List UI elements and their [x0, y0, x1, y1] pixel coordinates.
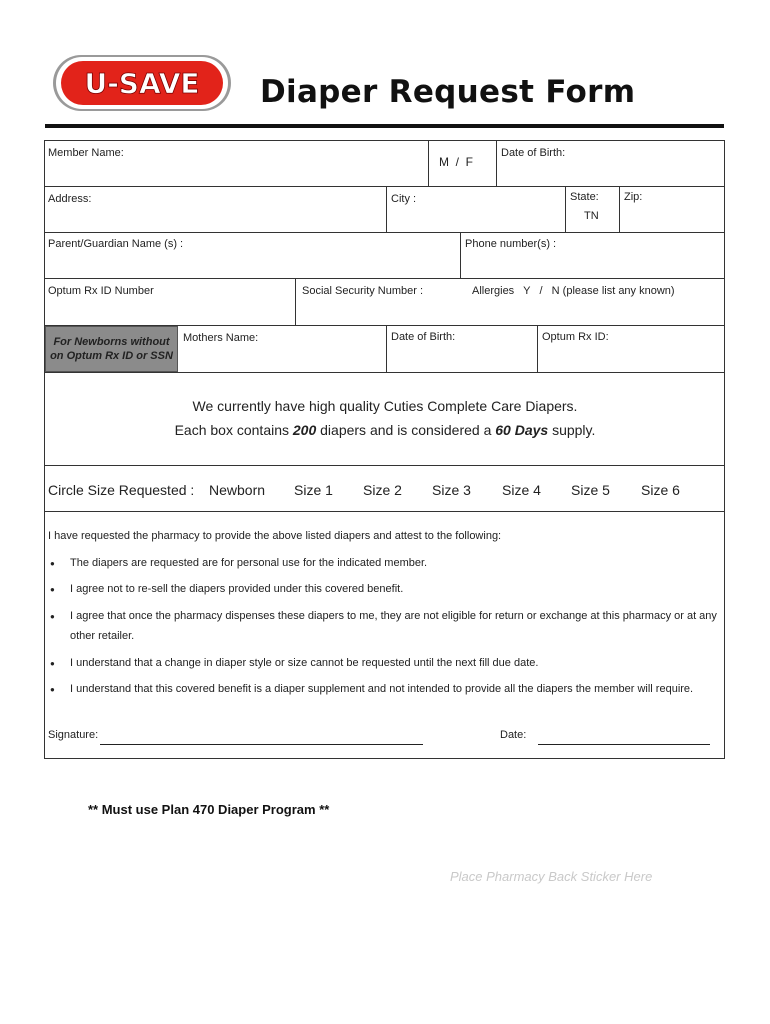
supply-days: 60 Days	[495, 422, 549, 438]
address-label: Address:	[48, 193, 92, 205]
size-option-5[interactable]: Size 5	[571, 482, 610, 498]
bullet-dot: ●	[50, 685, 55, 694]
optum-rx-id-number-label: Optum Rx ID Number	[48, 285, 154, 297]
bullet-dot: ●	[50, 559, 55, 568]
state-value: TN	[584, 210, 599, 222]
attest-item: I understand that a change in diaper style or size cannot be requested until the next fill due date.	[70, 657, 539, 669]
col-divider	[496, 140, 497, 186]
signature-label: Signature:	[48, 729, 99, 741]
info-line-2-pre: Each box contains	[174, 422, 293, 438]
col-divider	[295, 278, 296, 325]
zip-label: Zip:	[624, 191, 643, 203]
state-label: State:	[570, 191, 599, 203]
ssn-label: Social Security Number :	[302, 285, 424, 297]
bullet-dot: ●	[50, 612, 55, 621]
phone-label: Phone number(s) :	[465, 238, 557, 250]
size-option-2[interactable]: Size 2	[363, 482, 402, 498]
form-title: Diaper Request Form	[260, 74, 636, 110]
mother-dob-label: Date of Birth:	[391, 331, 456, 343]
size-option-4[interactable]: Size 4	[502, 482, 541, 498]
col-divider	[537, 325, 538, 372]
date-of-birth-label: Date of Birth:	[501, 147, 566, 159]
parent-guardian-label: Parent/Guardian Name (s) :	[48, 238, 184, 250]
plan-note: ** Must use Plan 470 Diaper Program **	[88, 802, 330, 817]
row-divider	[44, 232, 725, 233]
row-divider	[44, 186, 725, 187]
title-rule	[45, 124, 724, 128]
mothers-name-label: Mothers Name:	[183, 332, 259, 344]
member-name-label: Member Name:	[48, 147, 124, 159]
col-divider	[386, 325, 387, 372]
bullet-dot: ●	[50, 585, 55, 594]
col-divider	[619, 186, 620, 232]
logo-text: U-SAVE	[84, 67, 200, 100]
col-divider	[386, 186, 387, 232]
allergies-label: Allergies Y / N (please list any known)	[472, 285, 675, 297]
row-divider	[44, 372, 725, 373]
info-line-1: We currently have high quality Cuties Complete Care Diapers.	[192, 398, 578, 414]
sticker-placeholder: Place Pharmacy Back Sticker Here	[450, 869, 653, 884]
col-divider	[428, 140, 429, 186]
size-requested-label: Circle Size Requested :	[48, 482, 195, 498]
col-divider	[565, 186, 566, 232]
newborn-note: For Newborns without on Optum Rx ID or SSN	[50, 336, 173, 362]
size-option-3[interactable]: Size 3	[432, 482, 471, 498]
size-option-6[interactable]: Size 6	[641, 482, 680, 498]
attest-intro: I have requested the pharmacy to provide the above listed diapers and attest to the following:	[48, 530, 502, 542]
info-line-2-post: supply.	[548, 422, 596, 438]
info-line-2-mid: diapers and is considered a	[316, 422, 496, 438]
size-option-1[interactable]: Size 1	[294, 482, 333, 498]
row-divider	[44, 511, 725, 512]
row-divider	[44, 465, 725, 466]
optum-rx-id-label: Optum Rx ID:	[542, 331, 609, 343]
u-save-logo	[52, 53, 232, 113]
attest-item: I agree that once the pharmacy dispenses these diapers to me, they are not eligible for return or exchange at this pharmacy or at any other retailer.	[70, 610, 717, 642]
attest-item: I understand that this covered benefit is a diaper supplement and not intended to provide all the diapers the member will require.	[70, 683, 694, 695]
attest-item: The diapers are requested are for personal use for the indicated member.	[70, 557, 428, 569]
newborn-note-box	[45, 326, 178, 372]
city-label: City :	[391, 193, 417, 205]
sex-selector[interactable]: M / F	[439, 155, 473, 169]
info-line-2	[45, 422, 725, 438]
col-divider	[460, 232, 461, 278]
date-line[interactable]	[538, 744, 710, 745]
row-divider	[44, 278, 725, 279]
size-option-newborn[interactable]: Newborn	[209, 482, 266, 498]
attest-item: I agree not to re-sell the diapers provided under this covered benefit.	[70, 583, 404, 595]
signature-line[interactable]	[100, 744, 423, 745]
diaper-count: 200	[292, 422, 317, 438]
date-label: Date:	[500, 729, 527, 741]
bullet-dot: ●	[50, 659, 55, 668]
